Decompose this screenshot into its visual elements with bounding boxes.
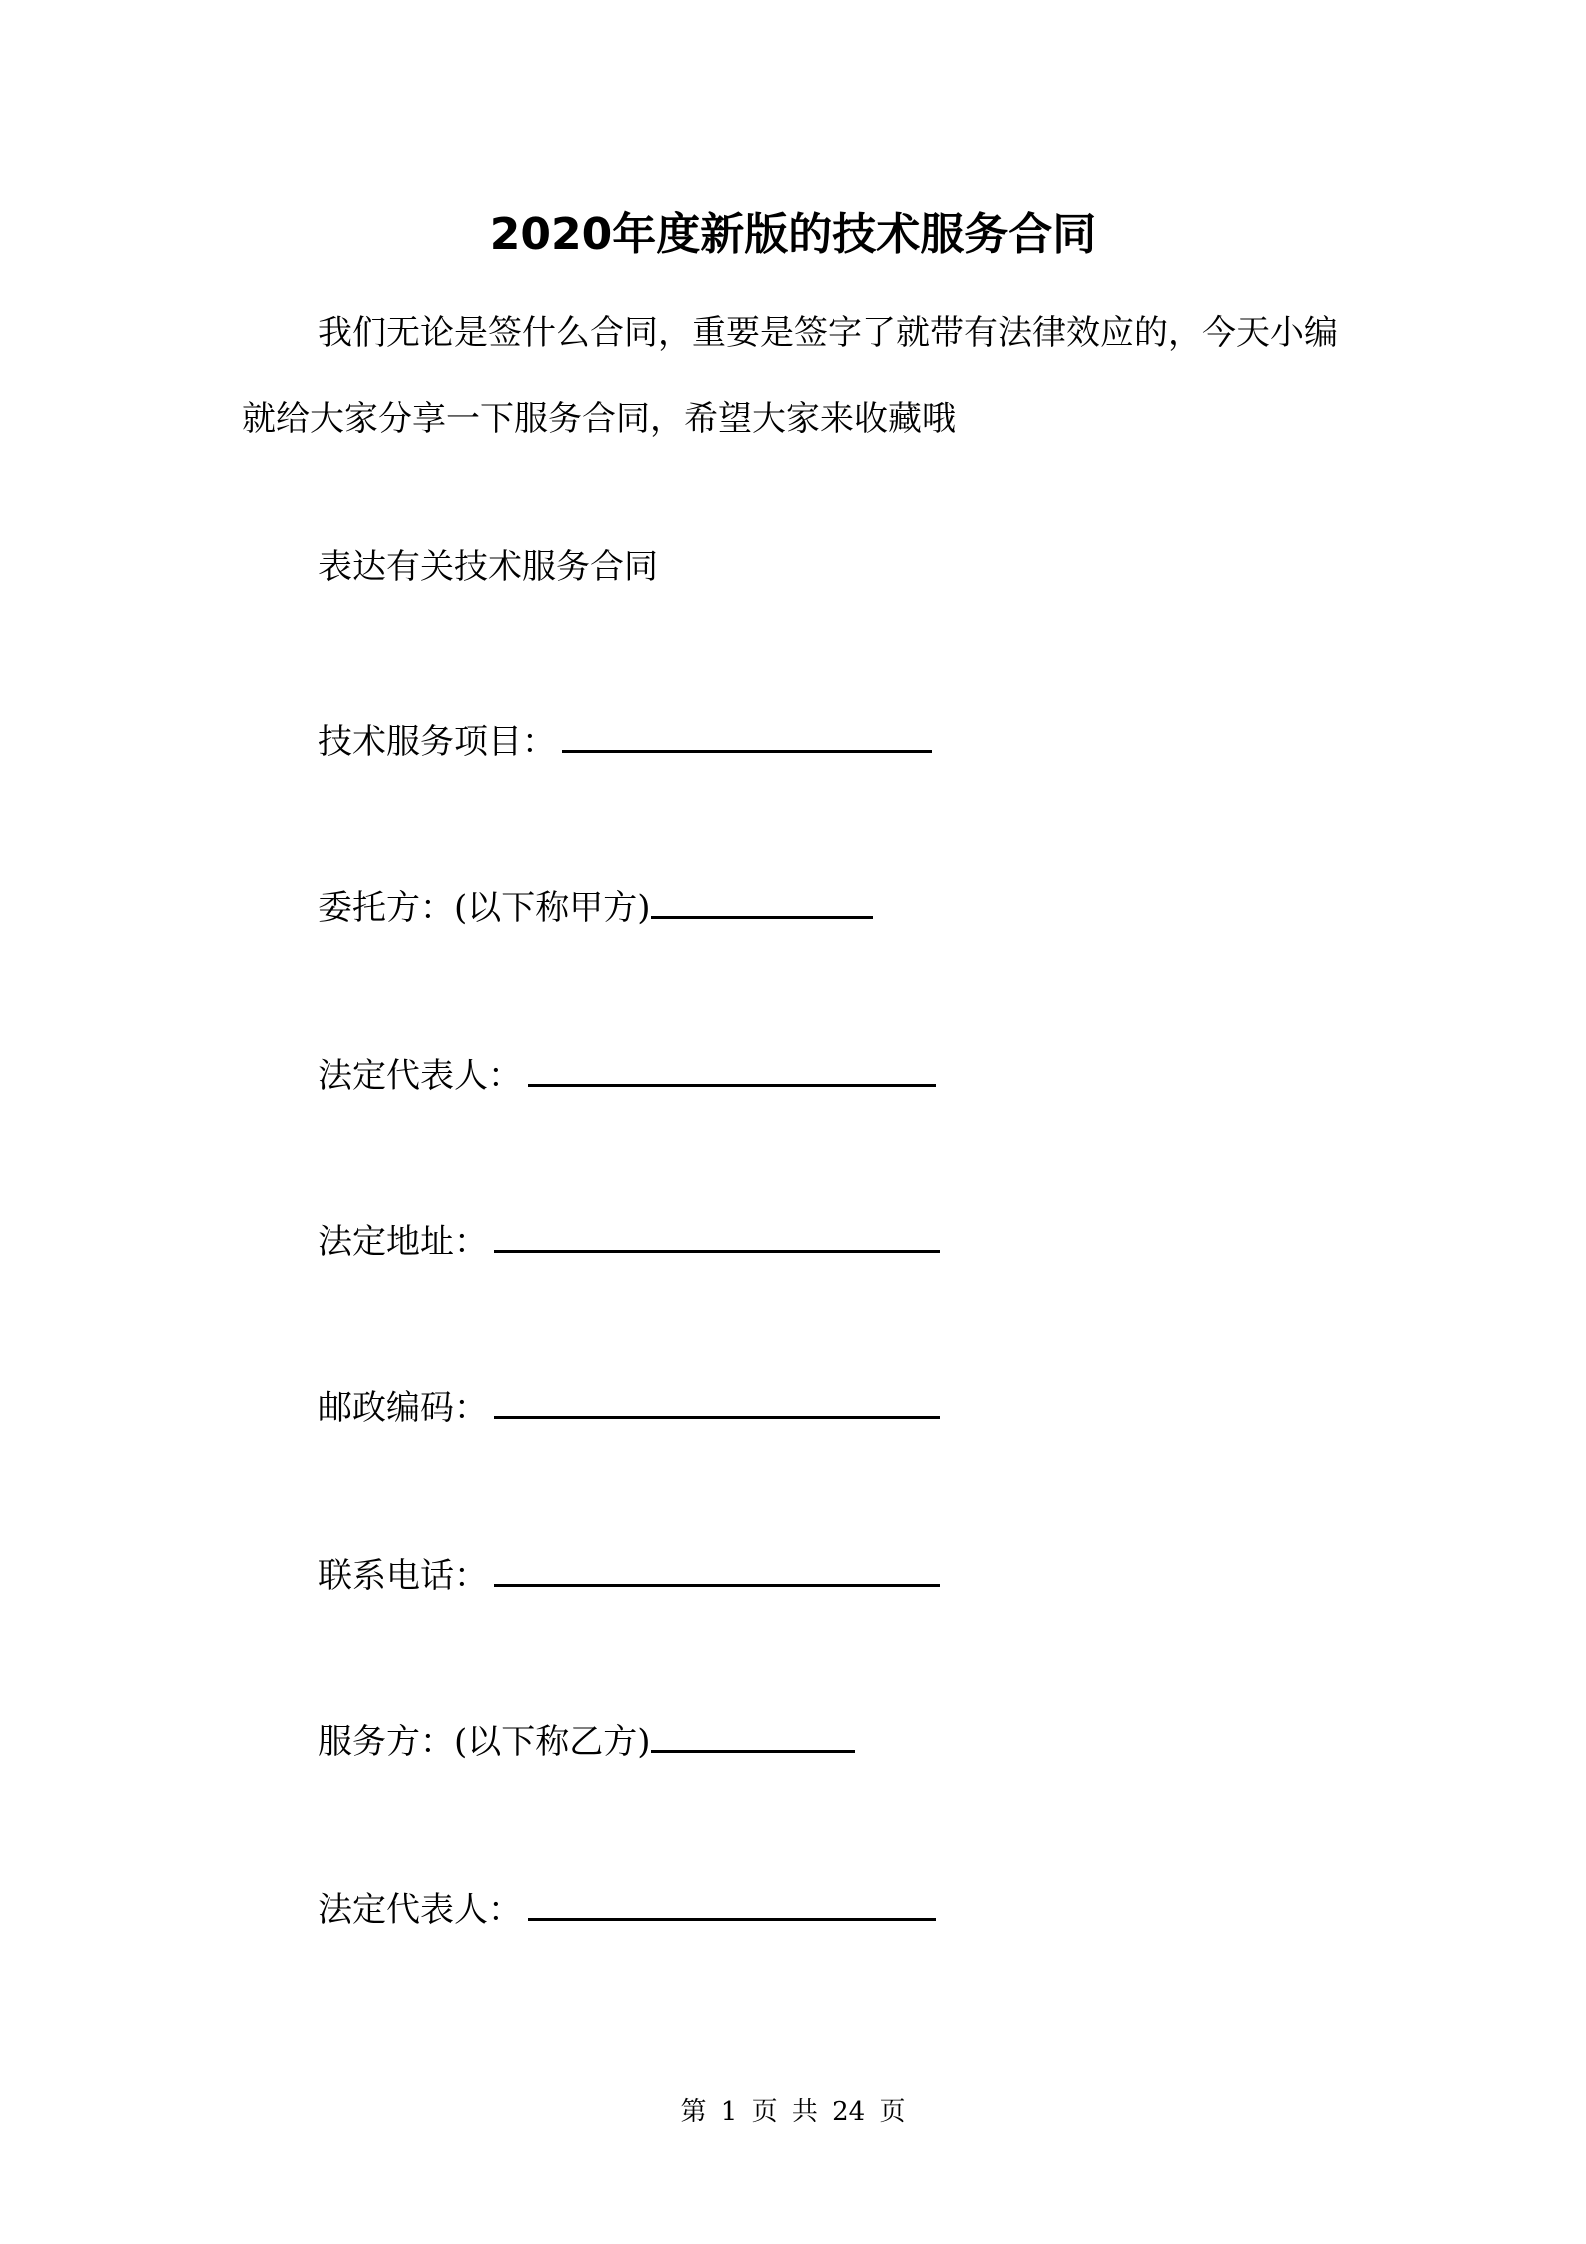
field-label: 法定代表人： bbox=[318, 1890, 522, 1930]
intro-paragraph: 我们无论是签什么合同，重要是签字了就带有法律效应的，今天小编就给大家分享一下服务合同，希望大家来收藏哦 bbox=[242, 313, 1338, 439]
field-phone bbox=[318, 1546, 940, 1601]
field-label: 委托方：(以下称甲方) bbox=[318, 888, 651, 928]
field-label: 法定代表人： bbox=[318, 1056, 522, 1096]
field-service-provider bbox=[318, 1712, 855, 1767]
field-service-project bbox=[318, 712, 932, 767]
fill-in-blank[interactable] bbox=[494, 1546, 940, 1587]
subheading: 表达有关技术服务合同 bbox=[318, 547, 658, 587]
field-legal-representative-a bbox=[318, 1046, 936, 1101]
field-postal-code bbox=[318, 1378, 940, 1433]
document-title: 2020年度新版的技术服务合同 bbox=[489, 209, 1097, 260]
field-label: 服务方：(以下称乙方) bbox=[318, 1722, 651, 1762]
fill-in-blank[interactable] bbox=[651, 1712, 855, 1753]
page-number: 第 1 页 共 24 页 bbox=[680, 2097, 906, 2127]
field-label: 邮政编码： bbox=[318, 1388, 488, 1428]
fill-in-blank[interactable] bbox=[528, 1880, 936, 1921]
fill-in-blank[interactable] bbox=[528, 1046, 936, 1087]
fill-in-blank[interactable] bbox=[494, 1378, 940, 1419]
fill-in-blank[interactable] bbox=[562, 712, 932, 753]
fill-in-blank[interactable] bbox=[651, 878, 873, 919]
field-label: 技术服务项目： bbox=[318, 722, 556, 762]
field-legal-representative-b bbox=[318, 1880, 936, 1935]
field-client bbox=[318, 878, 873, 933]
field-legal-address bbox=[318, 1212, 940, 1267]
field-label: 联系电话： bbox=[318, 1556, 488, 1596]
field-label: 法定地址： bbox=[318, 1222, 488, 1262]
fill-in-blank[interactable] bbox=[494, 1212, 940, 1253]
